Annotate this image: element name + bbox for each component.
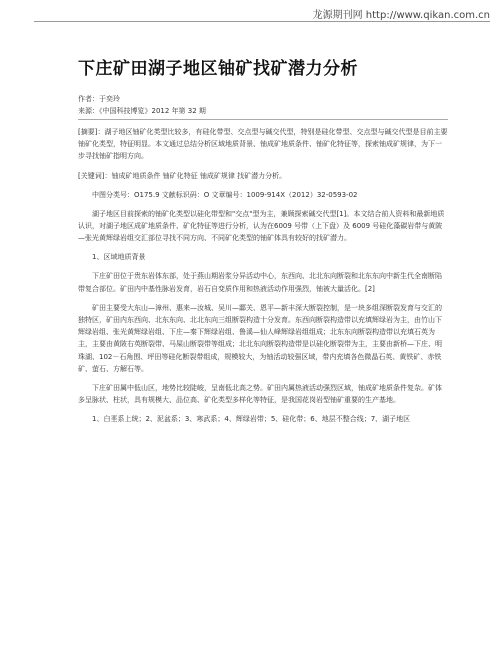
keywords-paragraph: [关键词]：铀成矿地质条件 铀矿化特征 铀成矿规律 找矿潜力分析。 bbox=[78, 171, 287, 180]
meta-divider bbox=[78, 119, 448, 120]
article-body bbox=[78, 58, 448, 433]
article-title: 下庄矿田湖子地区铀矿找矿潜力分析 bbox=[78, 59, 358, 79]
legend-list-line: 1、白垩系上统；2、泥盆系；3、寒武系；4、辉绿岩带；5、硅化带；6、地层不整合线；7、湖子地区 bbox=[92, 415, 411, 424]
header-divider bbox=[34, 21, 490, 22]
section-heading: 1、区域地质背景 bbox=[92, 253, 146, 262]
classification-line: 中图分类号：O175.9 文献标识码：O 文章编号：1009-914X（2012）32-0593-02 bbox=[92, 190, 358, 199]
body-paragraph-1: 下庄矿田位于贵东岩体东部，处于燕山期岩浆分异活动中心，东西向、北北东向断裂和北东东向中新生代全南断陷带复合部位。矿田内中基性脉岩发育，岩石自变质作用和热液活动作用强烈，铀被大量活化。[2] bbox=[78, 272, 442, 293]
site-header: 龙源期刊网 http://www.qikan.com.cn bbox=[312, 10, 490, 21]
body-paragraph-2: 矿田主要受大东山—漳州、惠来—汝城、吴川—酃关、恩平—新丰深大断裂控制，是一块多组深断裂发育与交汇的独特区，矿田内东西向、北东东向、北北东向三组断裂构造十分发育。东西向断裂构造带以充填辉绿岩为主，由竹山下辉绿岩组、张光黄辉绿岩组、下庄—秦下辉绿岩组、鲁溪—仙人峰辉绿岩组组成；北东东向断裂构造带以充填石英为主，主要由黄陂右英断裂带、马屎山断裂带等组成；北北东向断裂构造带是以硅化断裂带为主，主要由新桥—下庄、明珠湖、102－石角围、坪田等硅化断裂带组成，规模较大，为铀活动较强区域，带内充填各色微晶石英、黄铁矿、赤铁矿、萤石、方解石等。 bbox=[78, 303, 442, 373]
abstract-paragraph: [摘要]：湖子地区铀矿化类型比较多，有硅化带型、交点型与碱交代型，特别是硅化带型、交点型与碱交代型是目前主要铀矿化类型，特征明显。本文通过总结分析区域地质背景、铀成矿地质条件、铀矿化特征等，探索铀成矿规律，为下一步寻找铀矿指明方向。 bbox=[78, 128, 448, 161]
intro-paragraph: 湖子地区目前探索的铀矿化类型以硅化带型和"交点"型为主，兼顾探索碱交代型[1]。本文结合前人资料和最新地质认识，对湖子地区成矿地质条件、矿化特征等进行分析，认为在6009 号带（上下盘）及 6009 号硅化藻碳岩带与黄陂—张光黄辉绿岩组交汇部位寻找不同方向、不同矿化类型的铀矿体具有较好的找矿潜力。 bbox=[78, 209, 445, 243]
body-paragraph-3: 下庄矿田属中低山区，地势比较陡峻，呈南低北高之势。矿田内属热液活动强烈区域，铀成矿地质条件复杂。矿体多呈脉状、柱状，具有规模大、品位高、矿化类型多样化等特征，是我国花岗岩型铀矿重要的生产基地。 bbox=[78, 384, 442, 405]
article-author: 作者：于奕玲 bbox=[78, 95, 120, 103]
article-source: 来源：《中国科技博览》2012 年第 32 期 bbox=[78, 107, 206, 115]
